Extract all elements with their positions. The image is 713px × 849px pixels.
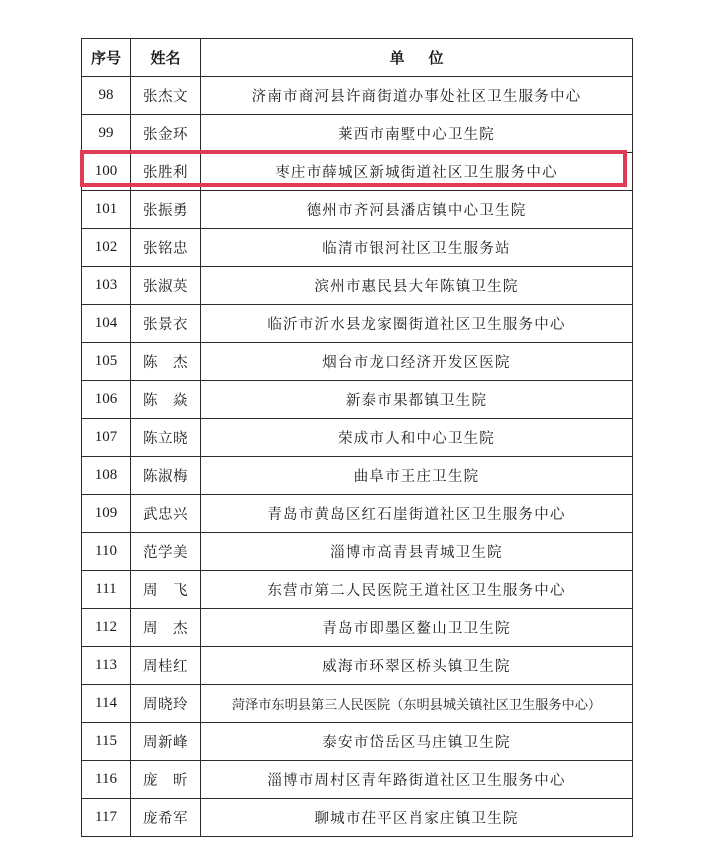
row-name: 周桂红: [131, 647, 201, 685]
row-serial-number: 103: [82, 267, 131, 305]
row-serial-number: 109: [82, 495, 131, 533]
row-serial-number: 107: [82, 419, 131, 457]
row-unit: 聊城市茌平区肖家庄镇卫生院: [201, 799, 633, 837]
row-serial-number: 106: [82, 381, 131, 419]
row-unit: 临清市银河社区卫生服务站: [201, 229, 633, 267]
row-name: 张振勇: [131, 191, 201, 229]
table-row: [82, 191, 633, 229]
header-serial-number: 序号: [82, 39, 131, 77]
table-row: [82, 685, 633, 723]
row-unit: 曲阜市王庄卫生院: [201, 457, 633, 495]
row-name: 张金环: [131, 115, 201, 153]
row-serial-number: 100: [82, 153, 131, 191]
row-name: 陈 杰: [131, 343, 201, 381]
row-serial-number: 117: [82, 799, 131, 837]
row-unit: 滨州市惠民县大年陈镇卫生院: [201, 267, 633, 305]
table-row: [82, 533, 633, 571]
row-serial-number: 102: [82, 229, 131, 267]
row-unit: 泰安市岱岳区马庄镇卫生院: [201, 723, 633, 761]
table-row: [82, 723, 633, 761]
row-name: 周 杰: [131, 609, 201, 647]
row-serial-number: 112: [82, 609, 131, 647]
row-serial-number: 104: [82, 305, 131, 343]
header-name: 姓名: [131, 39, 201, 77]
table-row: [82, 571, 633, 609]
table-row: [82, 647, 633, 685]
row-name: 周晓玲: [131, 685, 201, 723]
row-unit: 青岛市黄岛区红石崖街道社区卫生服务中心: [201, 495, 633, 533]
row-unit: 枣庄市薛城区新城街道社区卫生服务中心: [201, 153, 633, 191]
row-unit: 新泰市果都镇卫生院: [201, 381, 633, 419]
row-name: 武忠兴: [131, 495, 201, 533]
row-name: 张景衣: [131, 305, 201, 343]
row-name: 张胜利: [131, 153, 201, 191]
table-row: [82, 761, 633, 799]
row-unit: 烟台市龙口经济开发区医院: [201, 343, 633, 381]
row-unit: 临沂市沂水县龙家圈街道社区卫生服务中心: [201, 305, 633, 343]
table-row: [82, 115, 633, 153]
row-serial-number: 115: [82, 723, 131, 761]
table-row: [82, 457, 633, 495]
row-name: 周新峰: [131, 723, 201, 761]
row-serial-number: 116: [82, 761, 131, 799]
table-row: [82, 343, 633, 381]
row-unit: 淄博市高青县青城卫生院: [201, 533, 633, 571]
row-name: 周 飞: [131, 571, 201, 609]
row-name: 张淑英: [131, 267, 201, 305]
table-row: [82, 609, 633, 647]
row-name: 张杰文: [131, 77, 201, 115]
table-body: [82, 77, 633, 837]
header-row: [82, 39, 633, 77]
table-row: [82, 799, 633, 837]
table-header: [82, 39, 633, 77]
row-unit: 济南市商河县许商街道办事处社区卫生服务中心: [201, 77, 633, 115]
row-name: 张铭忠: [131, 229, 201, 267]
row-unit: 淄博市周村区青年路街道社区卫生服务中心: [201, 761, 633, 799]
row-unit: 东营市第二人民医院王道社区卫生服务中心: [201, 571, 633, 609]
row-serial-number: 101: [82, 191, 131, 229]
row-name: 陈立晓: [131, 419, 201, 457]
row-unit: 威海市环翠区桥头镇卫生院: [201, 647, 633, 685]
table-row: [82, 229, 633, 267]
row-serial-number: 110: [82, 533, 131, 571]
row-unit: 青岛市即墨区鳌山卫卫生院: [201, 609, 633, 647]
row-serial-number: 111: [82, 571, 131, 609]
row-name: 庞 昕: [131, 761, 201, 799]
table-row: [82, 381, 633, 419]
table-row: [82, 419, 633, 457]
row-unit: 菏泽市东明县第三人民医院（东明县城关镇社区卫生服务中心）: [201, 685, 633, 723]
row-unit: 荣成市人和中心卫生院: [201, 419, 633, 457]
row-name: 陈淑梅: [131, 457, 201, 495]
roster-table: [81, 38, 633, 837]
table-row: [82, 77, 633, 115]
table-row-highlighted: [82, 153, 633, 191]
row-serial-number: 105: [82, 343, 131, 381]
row-serial-number: 114: [82, 685, 131, 723]
row-serial-number: 99: [82, 115, 131, 153]
row-name: 范学美: [131, 533, 201, 571]
row-unit: 德州市齐河县潘店镇中心卫生院: [201, 191, 633, 229]
row-serial-number: 108: [82, 457, 131, 495]
document-sheet: [81, 38, 632, 837]
row-unit: 莱西市南墅中心卫生院: [201, 115, 633, 153]
row-name: 庞希军: [131, 799, 201, 837]
table-row: [82, 305, 633, 343]
table-row: [82, 267, 633, 305]
table-row: [82, 495, 633, 533]
row-serial-number: 98: [82, 77, 131, 115]
row-serial-number: 113: [82, 647, 131, 685]
header-unit: 单位: [201, 39, 633, 77]
row-name: 陈 焱: [131, 381, 201, 419]
